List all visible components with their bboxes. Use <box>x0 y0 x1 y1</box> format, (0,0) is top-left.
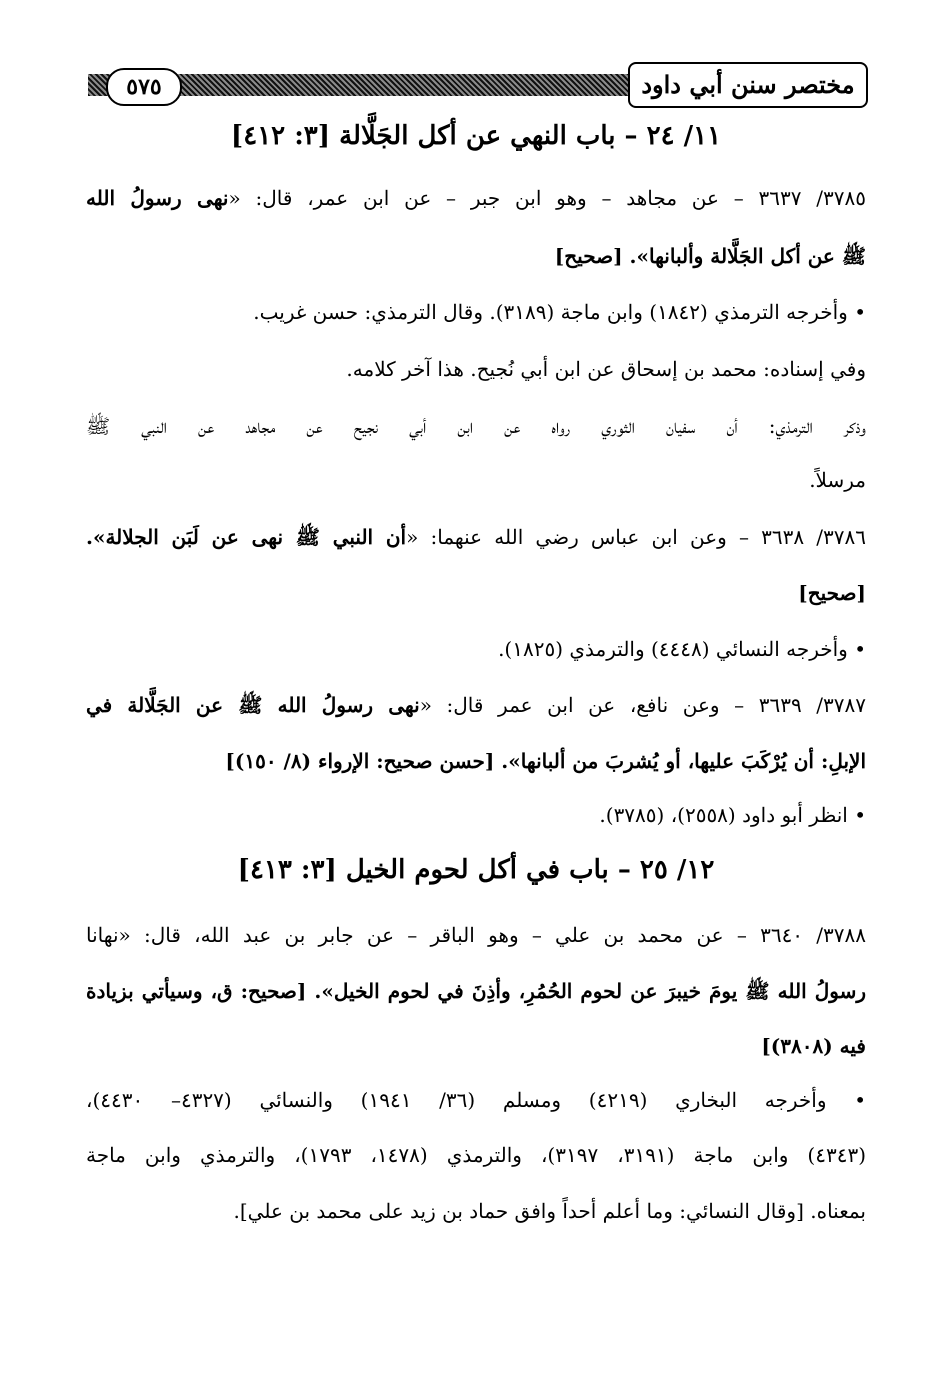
hadith-3785-line-2: ﷺ عن أكل الجَلَّالة وألبانها». [صحيح] <box>554 244 866 268</box>
note-line-7: • وأخرجه البخاري (٤٢١٩) ومسلم (٣٦/ ١٩٤١) والنسائي (٤٣٢٧– ٤٤٣٠)، <box>86 1088 867 1112</box>
hadith-3787-intro: ٣٧٨٧/ ٣٦٣٩ – وعن نافع، عن ابن عمر قال: « <box>419 693 866 717</box>
hadith-3786-grade: [صحيح] <box>798 581 866 605</box>
note-line-8: (٤٣٤٣) وابن ماجة (٣١٩١، ٣١٩٧)، والترمذي (١٤٧٨، ١٧٩٣)، والترمذي وابن ماجة <box>86 1143 867 1167</box>
hadith-3786-intro: ٣٧٨٦/ ٣٦٣٨ – وعن ابن عباس رضي الله عنهما: « <box>406 525 867 549</box>
hadith-3787-line-1 <box>86 690 866 720</box>
page-number: ٥٧٥ <box>106 68 182 106</box>
note-line-4: مرسلاً. <box>809 468 866 492</box>
note-line-6: • انظر أبو داود (٢٥٥٨)، (٣٧٨٥). <box>599 803 866 827</box>
hadith-3785-line-1 <box>86 183 866 213</box>
hadith-3786-line-1 <box>86 522 866 552</box>
page-header <box>88 62 868 108</box>
note-line-1: • وأخرجه الترمذي (١٨٤٢) وابن ماجة (٣١٨٩). وقال الترمذي: حسن غريب. <box>253 300 866 324</box>
note-line-9: بمعناه. [وقال النسائي: وما أعلم أحداً وافق حماد بن زيد على محمد بن علي]. <box>233 1199 866 1223</box>
hadith-3785-intro: ٣٧٨٥/ ٣٦٣٧ – عن مجاهد – وهو ابن جبر – عن ابن عمر، قال: « <box>228 186 866 210</box>
hadith-3788-line-1: ٣٧٨٨/ ٣٦٤٠ – عن محمد بن علي – وهو الباقر – عن جابر بن عبد الله، قال: «نهانا <box>86 923 866 947</box>
note-line-5: • وأخرجه النسائي (٤٤٤٨) والترمذي (١٨٢٥). <box>498 637 866 661</box>
hadith-3785-text: نهى رسولُ الله <box>86 186 229 210</box>
chapter-heading-2: ١٢/ ٢٥ – باب في أكل لحوم الخيل [٣: ٤١٣] <box>237 855 715 885</box>
chapter-heading-1: ١١/ ٢٤ – باب النهي عن أكل الجَلَّالة [٣: ٤١٢] <box>230 121 722 151</box>
hadith-3788-line-3: فيه (٣٨٠٨)] <box>761 1034 866 1058</box>
note-line-3: وذكر الترمذي: أن سفيان الثوري رواه عن ابن أبي نجيح عن مجاهد عن النبي ﷺ <box>86 414 866 438</box>
hadith-3787-text: نهى رسولُ الله ﷺ عن الجَلَّالة في <box>86 693 420 717</box>
hadith-3788-line-2: رسولُ الله ﷺ يومَ خيبرَ عن لحوم الحُمُرِ، وأذِنَ في لحوم الخيل». [صحيح: ق، وسيأتي بزيادة <box>86 979 866 1003</box>
hadith-3786-text: أن النبي ﷺ نهى عن لَبَن الجلالة». <box>86 525 407 549</box>
hadith-3787-line-2: الإبلِ: أن يُرْكَبَ عليها، أو يُشربَ من ألبانها». [حسن صحيح: الإرواء (٨/ ١٥٠)] <box>225 749 866 773</box>
note-line-2: وفي إسناده: محمد بن إسحاق عن ابن أبي نُجيح. هذا آخر كلامه. <box>346 357 866 381</box>
book-title: مختصر سنن أبي داود <box>628 62 868 108</box>
